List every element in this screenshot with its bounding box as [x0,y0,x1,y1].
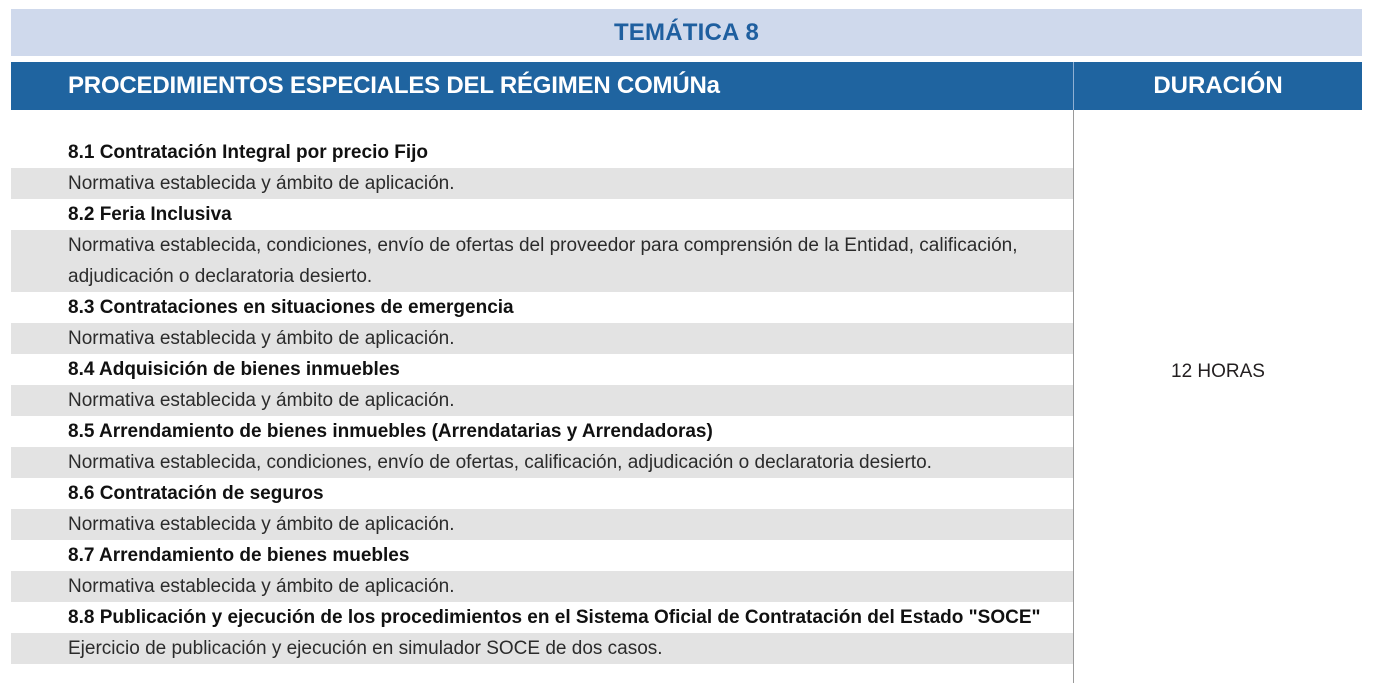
topic-banner [11,9,1362,56]
topic-item-title: 8.2 Feria Inclusiva [11,199,1073,230]
topic-title: TEMÁTICA 8 [613,18,760,46]
topic-item-title: 8.3 Contrataciones en situaciones de emergencia [11,292,1073,323]
topic-item-description [11,230,1073,292]
topic-item-title: 8.7 Arrendamiento de bienes muebles [11,540,1073,571]
topic-item-title: 8.1 Contratación Integral por precio Fijo [11,137,1073,168]
duration-header: DURACIÓN [1153,72,1283,99]
column-divider [1073,110,1074,683]
table-header [11,62,1362,110]
topic-item-description: Normativa establecida y ámbito de aplicación. [11,168,1073,199]
topic-item-description: Ejercicio de publicación y ejecución en simulador SOCE de dos casos. [11,633,1073,664]
topic-item-title: 8.5 Arrendamiento de bienes inmuebles (Arrendatarias y Arrendadoras) [11,416,1073,447]
topic-item-title: 8.6 Contratación de seguros [11,478,1073,509]
topics-list [11,137,1073,664]
description-line: adjudicación o declaratoria desierto. [68,266,373,287]
topic-item-description: Normativa establecida y ámbito de aplicación. [11,571,1073,602]
topic-item-title: 8.8 Publicación y ejecución de los procedimientos en el Sistema Oficial de Contratación del Estado "SOCE" [11,602,1073,633]
topic-item-description: Normativa establecida y ámbito de aplicación. [11,385,1073,416]
topic-item-description: Normativa establecida y ámbito de aplicación. [11,323,1073,354]
topic-item-description: Normativa establecida, condiciones, envío de ofertas, calificación, adjudicación o declaratoria desierto. [11,447,1073,478]
description-line: Normativa establecida, condiciones, envío de ofertas del proveedor para comprensión de la Entidad, calificación, [68,235,1018,256]
module-title: PROCEDIMIENTOS ESPECIALES DEL RÉGIMEN COMÚNa [68,72,720,99]
duration-value: 12 HORAS [1171,361,1265,382]
topic-item-title: 8.4 Adquisición de bienes inmuebles [11,354,1073,385]
topic-item-description: Normativa establecida y ámbito de aplicación. [11,509,1073,540]
